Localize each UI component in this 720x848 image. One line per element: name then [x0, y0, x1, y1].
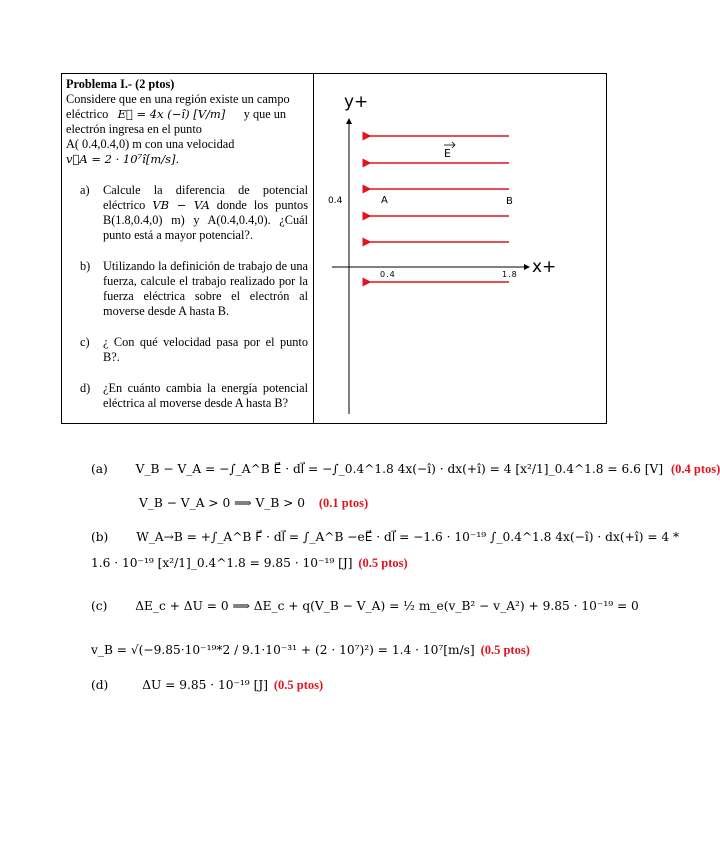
field-label: E — [444, 147, 451, 160]
solution-a2 — [139, 495, 368, 511]
solution-b — [91, 529, 679, 545]
field-lines — [370, 136, 509, 282]
question-a-label: a) — [80, 183, 90, 197]
solution-d-points: (0.5 ptos) — [273, 678, 324, 692]
y-tick-label: 0.4 — [328, 196, 343, 206]
x-tick-label-2: 1.8 — [502, 270, 518, 279]
velocity-expression: v⃗A = 2 · 10⁷î[m/s]. — [66, 152, 180, 166]
intro-line-2 — [66, 107, 308, 122]
solution-b-points: (0.5 ptos) — [358, 556, 408, 570]
solution-b2-equation: 1.6 · 10⁻¹⁹ [x²/1]_0.4^1.8 = 9.85 · 10⁻¹⁹ [J] — [91, 556, 353, 570]
solution-b-equation: W_A→B = +∫_A^B F⃗ · dl⃗ = ∫_A^B −eE⃗ · dl⃗ = −1.6 · 10⁻¹⁹ ∫_0.4^1.8 4x(−î) · dx(+î) = 4 * — [136, 530, 680, 544]
solution-a-points: (0.4 ptos) — [670, 462, 720, 476]
x-axis-label: x+ — [532, 257, 557, 277]
question-b-label: b) — [80, 259, 91, 273]
solution-c — [91, 598, 639, 614]
question-c — [66, 335, 308, 365]
point-b-label: B — [506, 196, 513, 207]
problem-statement — [66, 77, 308, 411]
solution-c-equation: ΔE_c + ΔU = 0 ⟹ ΔE_c + q(V_B − V_A) = ½ m_e(v_B² − v_A²) + 9.85 · 10⁻¹⁹ = 0 — [135, 599, 639, 613]
question-b — [66, 259, 308, 319]
question-d-text: ¿En cuánto cambia la energía potencial eléctrica al moverse desde A hasta B? — [103, 381, 308, 410]
solution-c-points: (0.5 ptos) — [480, 643, 530, 657]
question-c-label: c) — [80, 335, 90, 349]
question-a-text-1: Calcule la diferencia de potencial eléctrico — [103, 183, 308, 212]
question-c-text: ¿ Con qué velocidad pasa por el punto B?. — [103, 335, 308, 364]
problem-box — [61, 73, 607, 424]
intro-line-1: Considere que en una región existe un campo — [66, 92, 290, 106]
solution-a-equation: V_B − V_A = −∫_A^B E⃗ · dl⃗ = −∫_0.4^1.8 4x(−î) · dx(+î) = 4 [x²/1]_0.4^1.8 = 6.6 [V] — [135, 462, 664, 476]
solution-c2-equation: v_B = √(−9.85·10⁻¹⁹*2 / 9.1·10⁻³¹ + (2 · 10⁷)²) = 1.4 · 10⁷[m/s] — [91, 643, 475, 657]
intro-line-3: electrón ingresa en el punto — [66, 122, 202, 136]
question-a-math: VB − VA — [152, 198, 210, 212]
intro-line-2-b: y que un — [243, 107, 287, 121]
point-a-label: A — [381, 195, 388, 206]
question-d — [66, 381, 308, 411]
y-axis-label: y+ — [344, 92, 369, 112]
question-a-text-2: donde los puntos B(1.8,0.4,0) m) y A(0.4,0.4,0). ¿Cuál punto está a mayor potencial?. — [103, 198, 308, 242]
problem-title: Problema I.- (2 ptos) — [66, 77, 175, 91]
solution-d-label: (d) — [91, 678, 109, 692]
x-tick-label-1: 0.4 — [380, 270, 396, 279]
intro-line-4: A( 0.4,0.4,0) m con una velocidad — [66, 137, 235, 151]
solution-b-label: (b) — [91, 530, 109, 544]
question-d-label: d) — [80, 381, 91, 395]
solution-c2 — [91, 642, 530, 658]
solution-b2 — [91, 555, 408, 571]
solution-d — [91, 677, 323, 693]
field-expression: E⃗ = 4x (−î) [V/m] — [117, 107, 226, 121]
solution-a — [91, 461, 720, 477]
question-a — [66, 183, 308, 243]
question-b-text: Utilizando la definición de trabajo de una fuerza, calcule el trabajo realizado por la fuerza eléctrica sobre el electrón al moverse desde A hasta B. — [103, 259, 308, 318]
solution-a2-points: (0.1 ptos) — [318, 496, 369, 510]
intro-line-2-a: eléctrico — [66, 107, 109, 121]
solution-c-label: (c) — [91, 599, 108, 613]
solution-a-label: (a) — [91, 462, 108, 476]
solution-d-equation: ΔU = 9.85 · 10⁻¹⁹ [J] — [142, 678, 268, 692]
solution-a2-equation: V_B − V_A > 0 ⟹ V_B > 0 — [139, 496, 306, 510]
field-diagram — [314, 74, 607, 423]
